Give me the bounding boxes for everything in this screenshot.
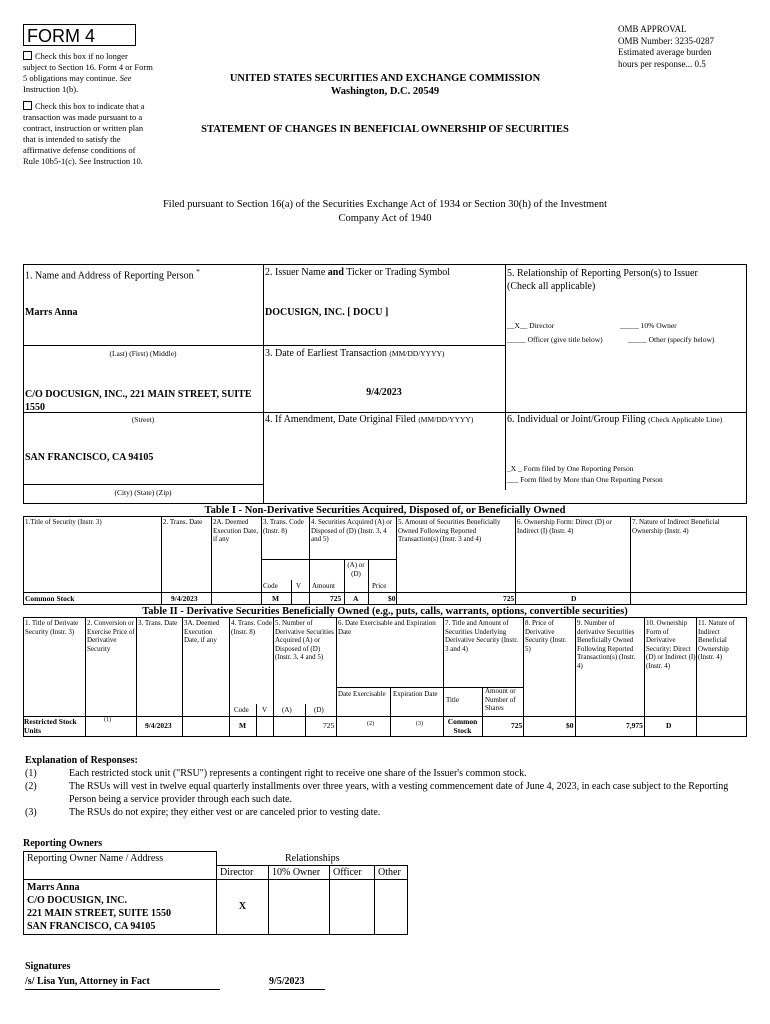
omb-approval: OMB APPROVAL OMB Number: 3235-0287 Estimated average burden hours per response... 0.5	[618, 24, 714, 69]
t2-h-price: 8. Price of Derivative Security (Instr. 5)	[525, 619, 567, 653]
t2-row-owned: 7,975	[626, 721, 643, 730]
t2-h-exercisable: 6. Date Exercisable and Expiration Date	[338, 619, 436, 636]
box6-label: 6. Individual or Joint/Group Filing (Check Applicable Line)	[507, 414, 723, 425]
table2-title: Table II - Derivative Securities Beneficially Owned (e.g., puts, calls, warrants, options, convertible securities)	[142, 606, 628, 617]
t2-sub-code: Code	[234, 706, 249, 714]
box3-label: 3. Date of Earliest Transaction (MM/DD/YYYY)	[265, 348, 445, 359]
t2-row-utitle: Common Stock	[447, 717, 478, 735]
statement-title: STATEMENT OF CHANGES IN BENEFICIAL OWNERSHIP OF SECURITIES	[201, 124, 569, 135]
t1-sub-aord: (A) or (D)	[347, 561, 365, 578]
director-check[interactable]: __X__ Director	[507, 321, 555, 330]
t2-sub-exer: Date Exercisable	[338, 690, 386, 698]
t2-sub-amt: Amount or Number of Shares	[485, 687, 516, 712]
t2-row-uamt: 725	[511, 721, 523, 730]
checkbox-icon[interactable]	[23, 101, 32, 110]
owners-col-ten: 10% Owner	[269, 865, 330, 879]
t1-sub-price: Price	[372, 582, 387, 590]
t2-h-underlying: 7. Title and Amount of Securities Underlying Derivative Security (Instr. 3 and 4)	[445, 619, 518, 653]
footnote-1-text: Each restricted stock unit ("RSU") represents a contingent right to receive one share of the Issuer's common stock.	[69, 768, 527, 779]
reporting-person-street: C/O DOCUSIGN, INC., 221 MAIN STREET, SUITE 1550	[25, 389, 252, 413]
t1-row-title: Common Stock	[25, 594, 75, 603]
t2-row-d: 725	[323, 721, 335, 730]
agency-header: UNITED STATES SECURITIES AND EXCHANGE COMMISSION Washington, D.C. 20549	[229, 73, 541, 97]
table1-title: Table I - Non-Derivative Securities Acquired, Disposed of, or Beneficially Owned	[204, 505, 566, 516]
owners-col-rel: Relationships	[217, 852, 408, 866]
city-caption: (City) (State) (Zip)	[114, 488, 172, 497]
signature-name: /s/ Lisa Yun, Attorney in Fact	[25, 976, 220, 990]
owner-other-cell	[375, 879, 408, 934]
t1-row-price: $0	[388, 594, 396, 603]
reporting-info-grid	[23, 264, 747, 504]
t1-h-amount: 5. Amount of Securities Beneficially Owned Following Reported Transaction(s) (Instr. 3 and 4)	[398, 518, 501, 543]
filed-by-more-check[interactable]: ___ Form filed by More than One Reporting Person	[507, 475, 663, 484]
earliest-transaction-date: 9/4/2023	[366, 387, 402, 398]
t2-h-deemed: 3A. Deemed Execution Date, if any	[184, 619, 220, 644]
owners-title: Reporting Owners	[23, 838, 103, 849]
t2-row-date: 9/4/2023	[145, 721, 172, 730]
checkbox-rule-10b5[interactable]: Check this box to indicate that a transaction was made pursuant to a contract, instruction or written plan that is intended to satisfy the affirmative defense conditions of Rule 10b5-1(c). See Instruction 10.	[23, 101, 145, 166]
ten-pct-owner-check[interactable]: _____ 10% Owner	[620, 321, 677, 330]
t2-h-nature: 11. Nature of Indirect Beneficial Ownership (Instr. 4)	[698, 619, 735, 661]
box5-label: 5. Relationship of Reporting Person(s) to Issuer (Check all applicable)	[507, 268, 698, 292]
footnote-3-num: (3)	[25, 807, 37, 818]
t1-h-date: 2. Trans. Date	[163, 518, 203, 526]
name-caption: (Last) (First) (Middle)	[109, 349, 177, 358]
t1-h-title: 1.Title of Security (Instr. 3)	[25, 518, 102, 526]
t1-row-form: D	[571, 594, 577, 603]
owner-ten-cell	[269, 879, 330, 934]
t1-row-owned: 725	[503, 594, 515, 603]
footnote-3-text: The RSUs do not expire; they either vest or are canceled prior to vesting date.	[69, 807, 381, 818]
t1-row-code: M	[272, 594, 280, 603]
t1-h-form: 6. Ownership Form: Direct (D) or Indirect (I) (Instr. 4)	[517, 518, 612, 535]
checkbox-icon[interactable]	[23, 51, 32, 60]
t2-sub-a: (A)	[282, 706, 292, 714]
t1-h-code: 3. Trans. Code (Instr. 8)	[263, 518, 304, 535]
t1-row-amount: 725	[330, 594, 342, 603]
t2-row-conv: (1)	[104, 717, 111, 723]
footnote-2-text: The RSUs will vest in twelve equal quarterly installments over three years, with a vesting commencement date of June 4, 2023, in each case subject to the Reporting Person being a service provider through each such date.	[69, 781, 729, 805]
t2-h-number: 5. Number of Derivative Securities Acquired (A) or Disposed of (D) (Instr. 3, 4 and 5)	[275, 619, 334, 661]
owners-col-other: Other	[375, 865, 408, 879]
filed-pursuant-text: Filed pursuant to Section 16(a) of the Securities Exchange Act of 1934 or Section 30(h) of the Investment Company Act of 1940	[162, 199, 608, 224]
t2-h-form: 10. Ownership Form of Derivative Security: Direct (D) or Indirect (I) (Instr. 4)	[646, 619, 696, 670]
t1-h-nature: 7. Nature of Indirect Beneficial Ownership (Instr. 4)	[632, 518, 720, 535]
t1-sub-amount: Amount	[312, 582, 335, 590]
officer-check[interactable]: _____ Officer (give title below)	[507, 335, 603, 344]
t2-row-form: D	[666, 721, 672, 730]
owners-col-name: Reporting Owner Name / Address	[24, 852, 217, 880]
owner-director-mark: X	[217, 879, 269, 934]
t1-row-aord: A	[353, 594, 359, 603]
t2-sub-exp: Expiration Date	[393, 690, 438, 698]
checkbox-no-longer-subject[interactable]: Check this box if no longer subject to Section 16. Form 4 or Form 5 obligations may continue. See Instruction 1(b).	[23, 51, 153, 94]
other-check[interactable]: _____ Other (specify below)	[628, 335, 715, 344]
t2-h-conv: 2. Conversion or Exercise Price of Derivative Security	[87, 619, 135, 653]
reporting-person-name: Marrs Anna	[25, 307, 78, 318]
t2-row-exer: (2)	[367, 721, 374, 727]
form-title: FORM 4	[23, 24, 136, 46]
owner-address: Marrs Anna C/O DOCUSIGN, INC. 221 MAIN STREET, SUITE 1550 SAN FRANCISCO, CA 94105	[24, 879, 217, 934]
t2-h-title: 1. Title of Derivate Security (Instr. 3)	[25, 619, 79, 636]
t2-row-code: M	[239, 721, 247, 730]
owners-col-officer: Officer	[330, 865, 375, 879]
footnote-1-num: (1)	[25, 768, 37, 779]
signature-date: 9/5/2023	[269, 976, 325, 990]
filed-by-one-check[interactable]: _X _ Form filed by One Reporting Person	[507, 464, 634, 473]
t2-h-code: 4. Trans. Code (Instr. 8)	[231, 619, 272, 636]
reporting-person-city: SAN FRANCISCO, CA 94105	[25, 452, 154, 463]
t2-row-exp: (3)	[416, 721, 423, 727]
owner-officer-cell	[330, 879, 375, 934]
box1-label: 1. Name and Address of Reporting Person *	[25, 267, 200, 282]
street-caption: (Street)	[131, 415, 155, 424]
t1-sub-v: V	[296, 582, 302, 590]
t2-h-date: 3. Trans. Date	[138, 619, 178, 627]
box4-label: 4. If Amendment, Date Original Filed (MM/DD/YYYY)	[265, 414, 474, 425]
t2-row-price: $0	[566, 721, 574, 730]
t2-sub-title: Title	[446, 696, 459, 704]
owners-col-director: Director	[217, 865, 269, 879]
t1-sub-code: Code	[263, 582, 278, 590]
box2-label: 2. Issuer Name and Ticker or Trading Symbol	[265, 267, 451, 278]
reporting-owners-table	[23, 851, 408, 935]
t1-h-deemed: 2A. Deemed Execution Date, if any	[213, 518, 259, 543]
t1-h-acquired: 4. Securities Acquired (A) or Disposed of (D) (Instr. 3, 4 and 5)	[311, 518, 393, 543]
t2-sub-v: V	[262, 706, 268, 714]
t2-row-title: Restricted Stock Units	[24, 717, 77, 735]
footnote-2-num: (2)	[25, 781, 37, 792]
t2-h-owned: 9. Number of derivative Securities Beneficially Owned Following Reported Transaction(s) (Instr. 4)	[577, 619, 636, 670]
signatures-title: Signatures	[25, 961, 71, 972]
issuer-name: DOCUSIGN, INC. [ DOCU ]	[265, 307, 389, 318]
t1-row-date: 9/4/2023	[171, 594, 198, 603]
t2-sub-d: (D)	[314, 706, 324, 714]
explanation-title: Explanation of Responses:	[25, 755, 138, 766]
